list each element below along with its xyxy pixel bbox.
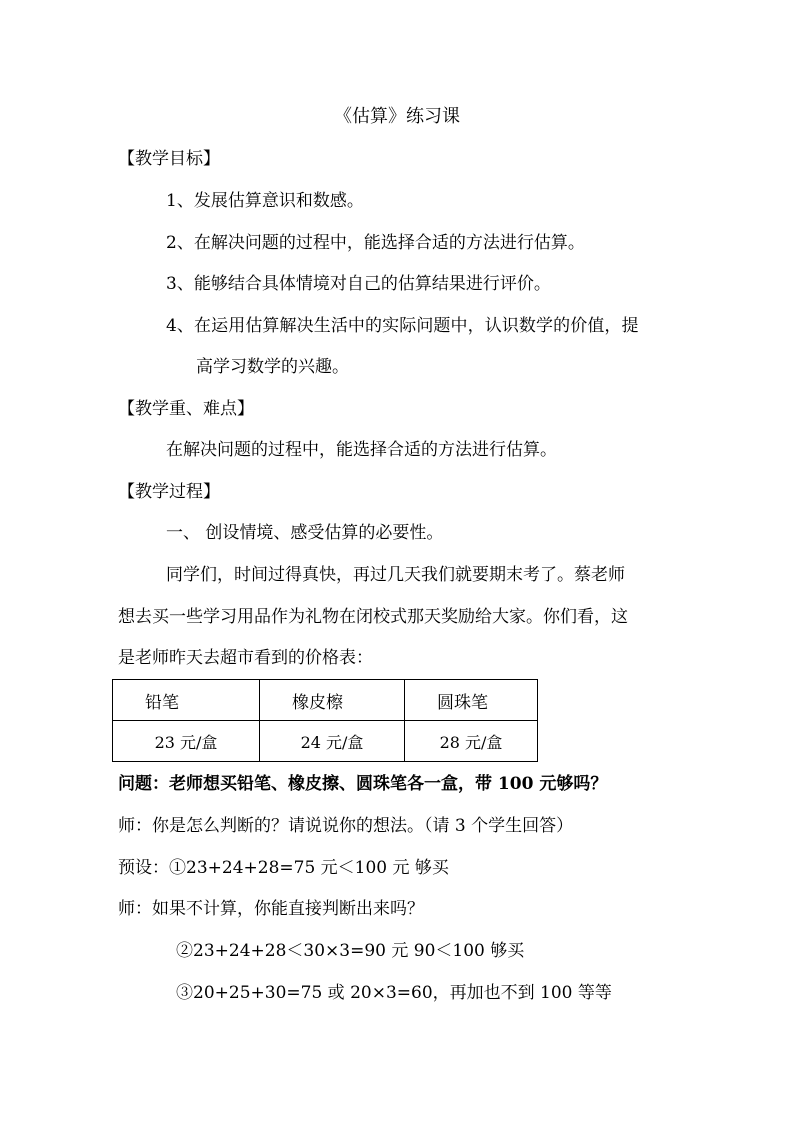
paragraph-line-3: 是老师昨天去超市看到的价格表： [118, 648, 373, 668]
paragraph-line-1: 同学们，时间过得真快，再过几天我们就要期末考了。蔡老师 [166, 565, 625, 585]
section-heading-process: 【教学过程】 [118, 482, 220, 502]
preset-answer-3: ③20+25+30=75 或 20×3=60，再加也不到 100 等等 [176, 983, 612, 1003]
goal-item-2: 2、在解决问题的过程中，能选择合适的方法进行估算。 [166, 233, 585, 253]
goal-item-1: 1、发展估算意识和数感。 [166, 191, 364, 211]
table-cell-price: 28 元/盒 [405, 721, 538, 762]
table-cell-item: 橡皮檫 [260, 680, 405, 721]
section-heading-goals: 【教学目标】 [118, 149, 220, 169]
table-row-items [113, 680, 538, 721]
table-cell-item: 圆珠笔 [405, 680, 538, 721]
goal-item-4: 4、在运用估算解决生活中的实际问题中，认识数学的价值，提 [166, 316, 639, 336]
table-row-prices [113, 721, 538, 762]
teacher-line-2: 师：如果不计算，你能直接判断出来吗？ [118, 899, 424, 919]
price-table [112, 679, 538, 762]
teacher-line-1: 师：你是怎么判断的？请说说你的想法。（请 3 个学生回答） [118, 816, 574, 836]
keypoint-text: 在解决问题的过程中，能选择合适的方法进行估算。 [166, 440, 557, 460]
page-title: 《估算》练习课 [334, 106, 460, 127]
table-cell-price: 23 元/盒 [113, 721, 260, 762]
goal-item-3: 3、能够结合具体情境对自己的估算结果进行评价。 [166, 274, 551, 294]
goal-item-4-continued: 高学习数学的兴趣。 [196, 357, 349, 377]
table-cell-item: 铅笔 [113, 680, 260, 721]
preset-answer-2: ②23+24+28＜30×3=90 元 90＜100 够买 [176, 941, 525, 961]
question-text: 问题：老师想买铅笔、橡皮擦、圆珠笔各一盒，带 100 元够吗？ [118, 774, 608, 794]
table-cell-price: 24 元/盒 [260, 721, 405, 762]
paragraph-line-2: 想去买一些学习用品作为礼物在闭校式那天奖励给大家。你们看，这 [118, 607, 628, 627]
step-1-heading: 一、 创设情境、感受估算的必要性。 [166, 523, 444, 543]
section-heading-keypoints: 【教学重、难点】 [118, 399, 254, 419]
preset-answer-1: 预设：①23+24+28=75 元＜100 元 够买 [118, 858, 449, 878]
